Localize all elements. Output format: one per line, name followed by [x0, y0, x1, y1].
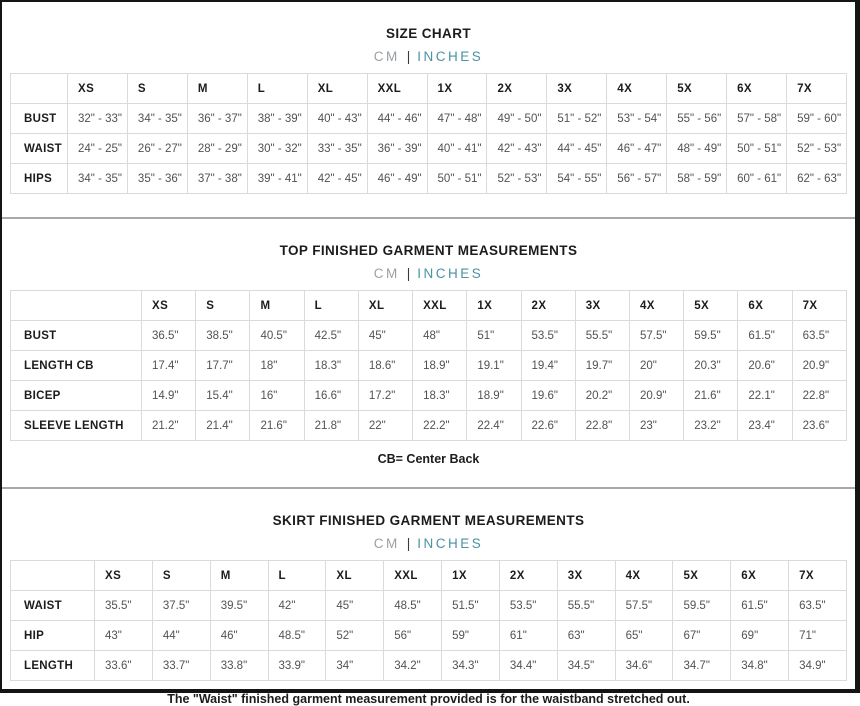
table-cell: 65": [615, 621, 673, 651]
unit-inches-link[interactable]: INCHES: [417, 49, 484, 64]
table-cell: 33.8": [210, 651, 268, 681]
table-cell: 56" - 57": [607, 164, 667, 194]
column-header: XS: [142, 291, 196, 321]
column-header: M: [210, 561, 268, 591]
table-cell: 23.2": [684, 411, 738, 441]
table-cell: 35" - 36": [127, 164, 187, 194]
column-header: 4X: [615, 561, 673, 591]
table-row: [11, 591, 847, 621]
table-cell: 37" - 38": [187, 164, 247, 194]
table-cell: 53.5": [499, 591, 557, 621]
table-cell: 34.4": [499, 651, 557, 681]
table-cell: 18.9": [467, 381, 521, 411]
table-cell: 57" - 58": [727, 104, 787, 134]
row-label: WAIST: [11, 134, 68, 164]
table-cell: 48.5": [268, 621, 326, 651]
column-header: L: [304, 291, 358, 321]
column-header: 1X: [427, 74, 487, 104]
table-cell: 60" - 61": [727, 164, 787, 194]
column-header: L: [247, 74, 307, 104]
table-cell: 34" - 35": [68, 164, 128, 194]
table-cell: 40" - 43": [307, 104, 367, 134]
measurement-table: [10, 290, 847, 441]
table-cell: 36" - 39": [367, 134, 427, 164]
section-title-size-chart: SIZE CHART: [386, 26, 471, 41]
table-cell: 21.2": [142, 411, 196, 441]
table-header-row: [11, 561, 847, 591]
table-cell: 22.8": [792, 381, 846, 411]
table-cell: 42.5": [304, 321, 358, 351]
table-cell: 49" - 50": [487, 104, 547, 134]
column-header: XS: [68, 74, 128, 104]
table-cell: 47" - 48": [427, 104, 487, 134]
table-cell: 34.7": [673, 651, 731, 681]
column-header: XL: [326, 561, 384, 591]
column-header: 2X: [499, 561, 557, 591]
table-cell: 51": [467, 321, 521, 351]
table-cell: 52" - 53": [487, 164, 547, 194]
column-header: 6X: [727, 74, 787, 104]
row-label: SLEEVE LENGTH: [11, 411, 142, 441]
column-header: M: [187, 74, 247, 104]
table-cell: 57.5": [629, 321, 683, 351]
column-header: 6X: [738, 291, 792, 321]
column-header: S: [127, 74, 187, 104]
table-cell: 46": [210, 621, 268, 651]
column-header: S: [196, 291, 250, 321]
column-header: 7X: [787, 74, 847, 104]
column-header: [11, 74, 68, 104]
table-cell: 17.2": [358, 381, 412, 411]
table-cell: 19.6": [521, 381, 575, 411]
table-cell: 22.8": [575, 411, 629, 441]
table-row: [11, 134, 847, 164]
column-header: S: [152, 561, 210, 591]
unit-cm-link[interactable]: CM: [373, 266, 400, 281]
table-cell: 38" - 39": [247, 104, 307, 134]
table-cell: 36" - 37": [187, 104, 247, 134]
table-cell: 20.2": [575, 381, 629, 411]
table-cell: 18.3": [413, 381, 467, 411]
column-header: 3X: [557, 561, 615, 591]
column-header: 6X: [731, 561, 789, 591]
table-cell: 43": [95, 621, 153, 651]
table-cell: 53.5": [521, 321, 575, 351]
table-cell: 38.5": [196, 321, 250, 351]
table-cell: 34.5": [557, 651, 615, 681]
table-cell: 55" - 56": [667, 104, 727, 134]
table-cell: 48": [413, 321, 467, 351]
row-label: WAIST: [11, 591, 95, 621]
table-cell: 33.7": [152, 651, 210, 681]
column-header: 2X: [521, 291, 575, 321]
column-header: XXL: [367, 74, 427, 104]
table-cell: 28" - 29": [187, 134, 247, 164]
measurement-table: [10, 560, 847, 681]
row-label: BUST: [11, 104, 68, 134]
table-cell: 22.4": [467, 411, 521, 441]
table-cell: 50" - 51": [427, 164, 487, 194]
unit-inches-link[interactable]: INCHES: [417, 266, 484, 281]
column-header: 7X: [792, 291, 846, 321]
table-cell: 62" - 63": [787, 164, 847, 194]
table-cell: 61.5": [731, 591, 789, 621]
table-cell: 63.5": [792, 321, 846, 351]
table-cell: 71": [789, 621, 847, 651]
table-cell: 50" - 51": [727, 134, 787, 164]
table-cell: 59": [442, 621, 500, 651]
row-label: HIPS: [11, 164, 68, 194]
table-cell: 33.6": [95, 651, 153, 681]
unit-toggle: [2, 266, 855, 281]
table-cell: 39" - 41": [247, 164, 307, 194]
section-title-skirt-measurements: SKIRT FINISHED GARMENT MEASUREMENTS: [272, 513, 585, 528]
unit-cm-link[interactable]: CM: [373, 49, 400, 64]
table-cell: 61": [499, 621, 557, 651]
table-cell: 54" - 55": [547, 164, 607, 194]
waist-footer-note: The "Waist" finished garment measurement provided is for the waistband stretched out.: [167, 692, 690, 706]
table-cell: 14.9": [142, 381, 196, 411]
table-row: [11, 351, 847, 381]
column-header: 4X: [607, 74, 667, 104]
unit-separator: |: [406, 49, 411, 64]
row-label: BUST: [11, 321, 142, 351]
table-row: [11, 621, 847, 651]
table-cell: 44" - 46": [367, 104, 427, 134]
table-cell: 20.9": [792, 351, 846, 381]
table-cell: 46" - 47": [607, 134, 667, 164]
table-cell: 63.5": [789, 591, 847, 621]
table-cell: 20": [629, 351, 683, 381]
table-cell: 42" - 45": [307, 164, 367, 194]
column-header: XS: [95, 561, 153, 591]
size-chart-page: [2, 2, 855, 706]
table-cell: 33" - 35": [307, 134, 367, 164]
table-cell: 42": [268, 591, 326, 621]
unit-cm-link[interactable]: CM: [373, 536, 400, 551]
table-cell: 55.5": [557, 591, 615, 621]
unit-toggle: [2, 536, 855, 551]
table-cell: 53" - 54": [607, 104, 667, 134]
table-cell: 21.6": [250, 411, 304, 441]
table-cell: 30" - 32": [247, 134, 307, 164]
table-cell: 18.3": [304, 351, 358, 381]
table-cell: 26" - 27": [127, 134, 187, 164]
table-cell: 59" - 60": [787, 104, 847, 134]
table-cell: 24" - 25": [68, 134, 128, 164]
table-cell: 42" - 43": [487, 134, 547, 164]
table-cell: 69": [731, 621, 789, 651]
column-header: L: [268, 561, 326, 591]
table-cell: 21.6": [684, 381, 738, 411]
table-cell: 63": [557, 621, 615, 651]
column-header: 5X: [673, 561, 731, 591]
column-header: XL: [358, 291, 412, 321]
table-row: [11, 411, 847, 441]
table-cell: 33.9": [268, 651, 326, 681]
section-skirt-measurements: [2, 489, 855, 706]
column-header: 2X: [487, 74, 547, 104]
table-cell: 59.5": [673, 591, 731, 621]
table-cell: 52" - 53": [787, 134, 847, 164]
table-cell: 52": [326, 621, 384, 651]
table-cell: 16.6": [304, 381, 358, 411]
table-row: [11, 104, 847, 134]
table-cell: 34.3": [442, 651, 500, 681]
table-cell: 44": [152, 621, 210, 651]
table-cell: 40" - 41": [427, 134, 487, 164]
table-cell: 23.4": [738, 411, 792, 441]
column-header: XL: [307, 74, 367, 104]
table-cell: 22.1": [738, 381, 792, 411]
table-cell: 67": [673, 621, 731, 651]
table-cell: 34": [326, 651, 384, 681]
table-cell: 34.2": [384, 651, 442, 681]
table-cell: 15.4": [196, 381, 250, 411]
table-cell: 46" - 49": [367, 164, 427, 194]
row-label: HIP: [11, 621, 95, 651]
table-row: [11, 164, 847, 194]
center-back-note: CB= Center Back: [377, 452, 480, 466]
top-measurements-table-wrap: [10, 290, 847, 441]
column-header: 7X: [789, 561, 847, 591]
skirt-measurements-table-wrap: [10, 560, 847, 681]
table-cell: 51.5": [442, 591, 500, 621]
table-cell: 21.4": [196, 411, 250, 441]
table-cell: 20.6": [738, 351, 792, 381]
table-cell: 39.5": [210, 591, 268, 621]
table-cell: 18": [250, 351, 304, 381]
table-cell: 19.7": [575, 351, 629, 381]
column-header: 3X: [547, 74, 607, 104]
table-row: [11, 381, 847, 411]
table-cell: 18.6": [358, 351, 412, 381]
column-header: [11, 561, 95, 591]
column-header: M: [250, 291, 304, 321]
column-header: [11, 291, 142, 321]
row-label: LENGTH CB: [11, 351, 142, 381]
table-cell: 21.8": [304, 411, 358, 441]
table-cell: 17.4": [142, 351, 196, 381]
table-cell: 22": [358, 411, 412, 441]
table-cell: 20.3": [684, 351, 738, 381]
table-cell: 61.5": [738, 321, 792, 351]
table-cell: 19.1": [467, 351, 521, 381]
table-cell: 19.4": [521, 351, 575, 381]
measurement-table: [10, 73, 847, 194]
table-cell: 55.5": [575, 321, 629, 351]
size-chart-table-wrap: [10, 73, 847, 194]
column-header: 5X: [684, 291, 738, 321]
unit-separator: |: [406, 266, 411, 281]
table-cell: 51" - 52": [547, 104, 607, 134]
column-header: XXL: [413, 291, 467, 321]
unit-inches-link[interactable]: INCHES: [417, 536, 484, 551]
table-cell: 59.5": [684, 321, 738, 351]
table-cell: 45": [326, 591, 384, 621]
table-cell: 48.5": [384, 591, 442, 621]
table-header-row: [11, 291, 847, 321]
table-cell: 35.5": [95, 591, 153, 621]
table-cell: 37.5": [152, 591, 210, 621]
section-top-measurements: [2, 219, 855, 466]
table-cell: 23": [629, 411, 683, 441]
column-header: 1X: [442, 561, 500, 591]
table-header-row: [11, 74, 847, 104]
table-cell: 22.6": [521, 411, 575, 441]
table-row: [11, 321, 847, 351]
table-cell: 34.9": [789, 651, 847, 681]
unit-separator: |: [406, 536, 411, 551]
table-cell: 48" - 49": [667, 134, 727, 164]
table-cell: 40.5": [250, 321, 304, 351]
table-cell: 34.8": [731, 651, 789, 681]
table-cell: 58" - 59": [667, 164, 727, 194]
section-size-chart: [2, 2, 855, 194]
table-cell: 56": [384, 621, 442, 651]
table-cell: 34" - 35": [127, 104, 187, 134]
column-header: XXL: [384, 561, 442, 591]
table-cell: 45": [358, 321, 412, 351]
section-title-top-measurements: TOP FINISHED GARMENT MEASUREMENTS: [279, 243, 578, 258]
table-cell: 44" - 45": [547, 134, 607, 164]
table-cell: 23.6": [792, 411, 846, 441]
unit-toggle: [2, 49, 855, 64]
table-row: [11, 651, 847, 681]
row-label: LENGTH: [11, 651, 95, 681]
column-header: 4X: [629, 291, 683, 321]
table-cell: 36.5": [142, 321, 196, 351]
table-cell: 20.9": [629, 381, 683, 411]
column-header: 5X: [667, 74, 727, 104]
table-cell: 32" - 33": [68, 104, 128, 134]
row-label: BICEP: [11, 381, 142, 411]
table-cell: 34.6": [615, 651, 673, 681]
table-cell: 18.9": [413, 351, 467, 381]
table-cell: 22.2": [413, 411, 467, 441]
table-cell: 57.5": [615, 591, 673, 621]
column-header: 1X: [467, 291, 521, 321]
table-cell: 17.7": [196, 351, 250, 381]
table-cell: 16": [250, 381, 304, 411]
column-header: 3X: [575, 291, 629, 321]
